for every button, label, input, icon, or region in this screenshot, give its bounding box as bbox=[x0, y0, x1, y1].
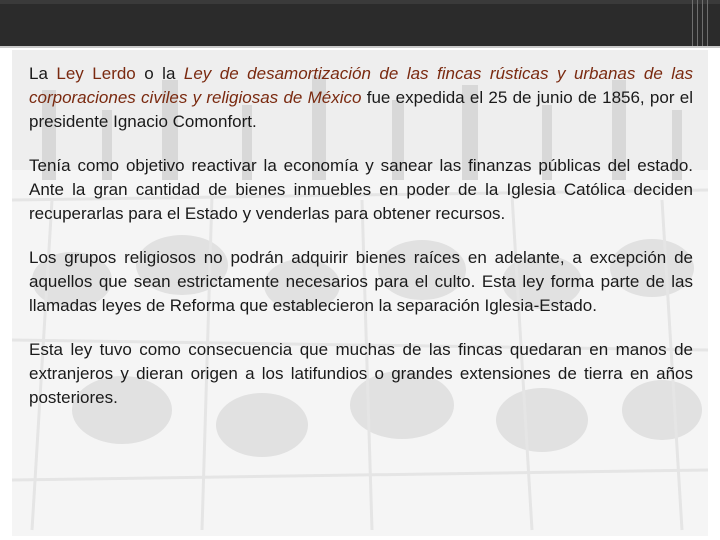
paragraph-2: Tenía como objetivo reactivar la economía y sanear las finanzas públicas del estado. Ante la gran cantidad de bienes inmuebles en poder de la Iglesia Católica deciden recuperarlas para el Estado y venderlas para obtener recursos. bbox=[29, 156, 693, 223]
header-divider bbox=[0, 46, 720, 48]
paragraph-3: Los grupos religiosos no podrán adquirir bienes raíces en adelante, a excepción de aquellos que sean estrictamente necesarios para el culto. Esta ley forma parte de las llamadas leyes de Reforma que establecieron la separación Iglesia-Estado. bbox=[29, 248, 693, 315]
paragraph-1 bbox=[29, 62, 693, 134]
p1-suffix: fue expedida el 25 de junio de 1856, por el presidente Ignacio Comonfort. bbox=[29, 88, 693, 131]
slide-content bbox=[29, 62, 693, 430]
paragraph-4: Esta ley tuvo como consecuencia que muchas de las fincas quedaran en manos de extranjeros y dieran origen a los latifundios o grandes extensiones de tierra en años posteriores. bbox=[29, 340, 693, 407]
header-bar bbox=[0, 0, 720, 46]
law-full-title: Ley de desamortización de las fincas rústicas y urbanas de las corporaciones civiles y religiosas de México bbox=[29, 64, 693, 107]
p1-prefix: La bbox=[29, 64, 57, 83]
header-stripes bbox=[648, 0, 708, 46]
header-accent bbox=[0, 0, 720, 4]
ley-lerdo-term: Ley Lerdo bbox=[56, 64, 136, 83]
p1-connector: o la bbox=[135, 64, 184, 83]
